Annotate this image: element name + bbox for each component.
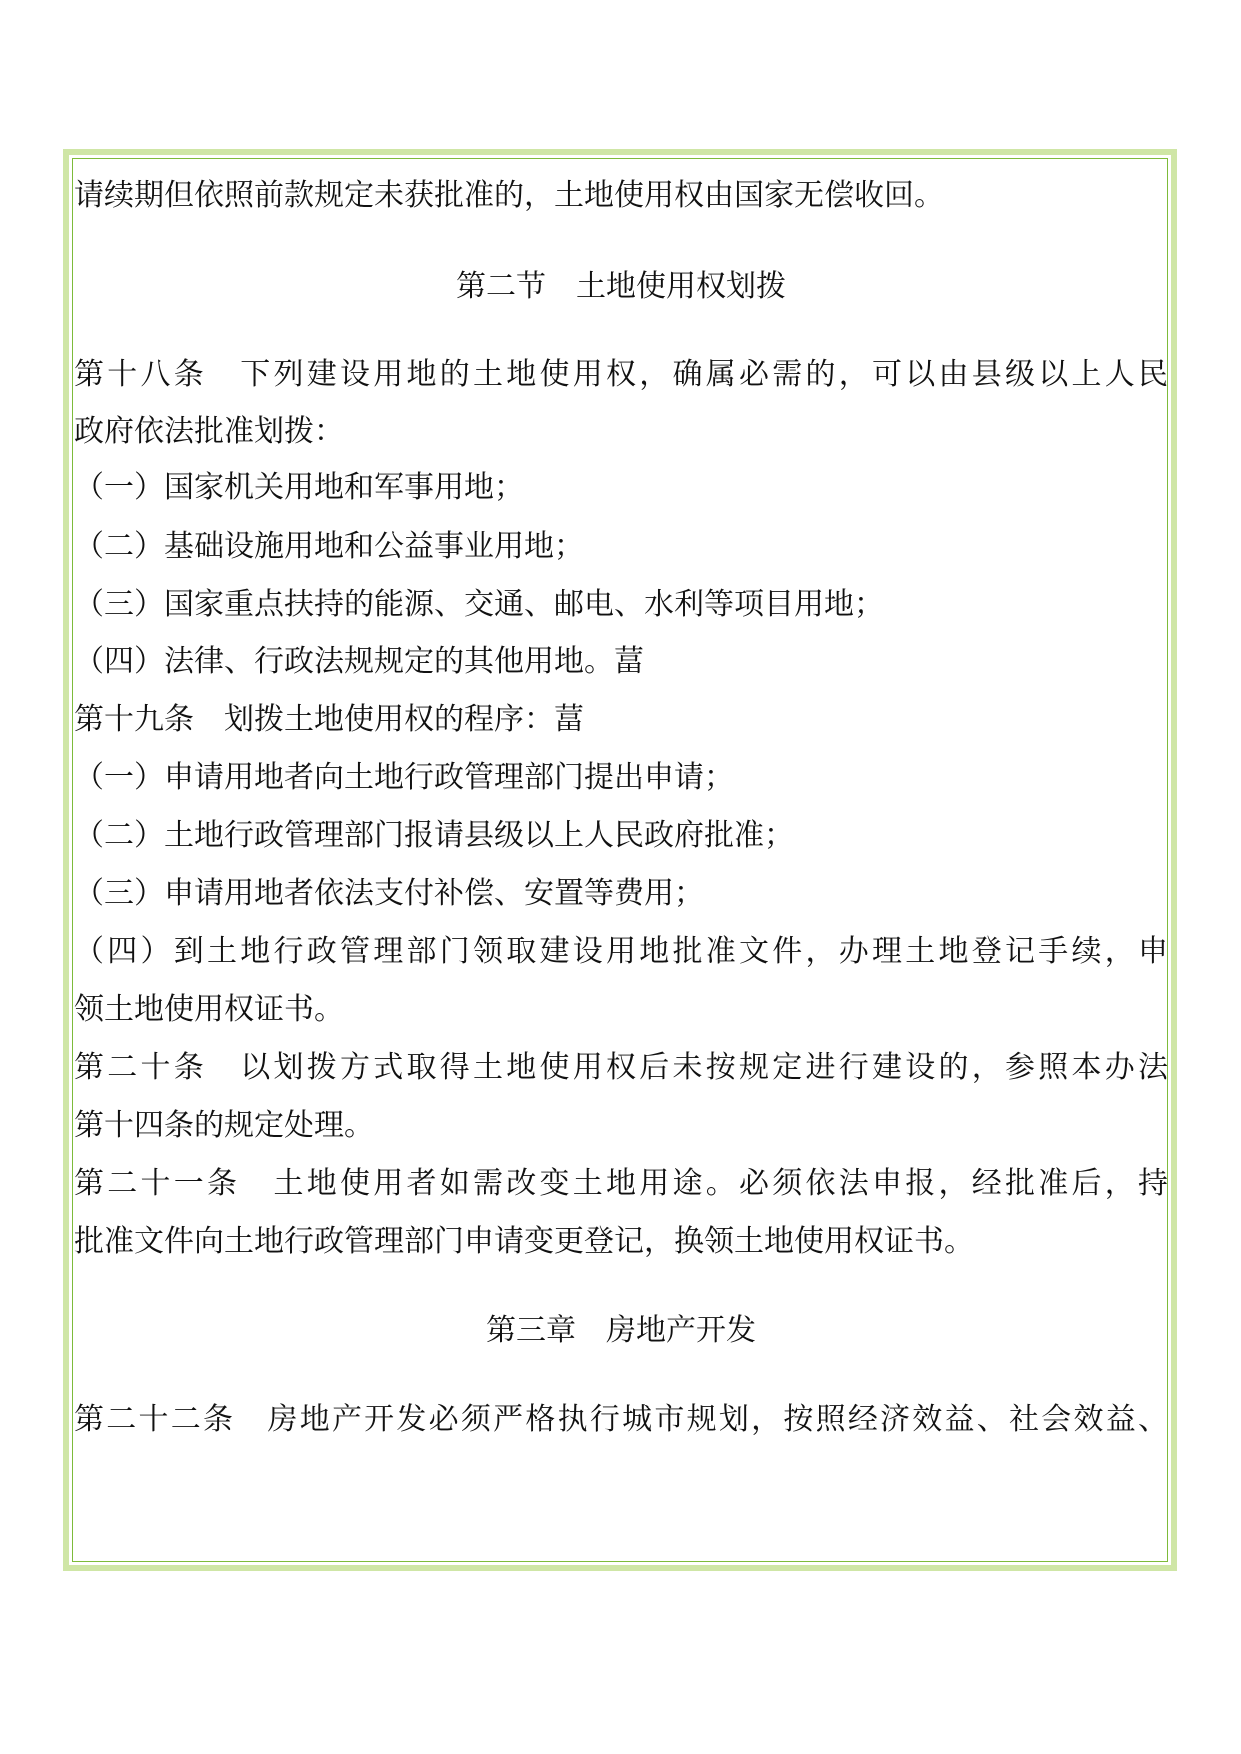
paragraph-line: 第十四条的规定处理。 (74, 1108, 374, 1143)
paragraph-line: 第二十一条 土地使用者如需改变土地用途。必须依法申报，经批准后，持 (74, 1166, 1168, 1201)
paragraph-line: 请续期但依照前款规定未获批准的，土地使用权由国家无偿收回。 (74, 178, 944, 213)
section-heading: 第二节 土地使用权划拨 (456, 269, 786, 304)
list-item: （一）申请用地者向土地行政管理部门提出申请； (74, 760, 734, 795)
list-item: （三）申请用地者依法支付补偿、安置等费用； (74, 876, 704, 911)
list-item: （二）土地行政管理部门报请县级以上人民政府批准； (74, 818, 794, 853)
list-item: （一）国家机关用地和军事用地； (74, 470, 524, 505)
list-item: （二）基础设施用地和公益事业用地； (74, 529, 584, 564)
paragraph-line: 批准文件向土地行政管理部门申请变更登记，换领土地使用权证书。 (74, 1224, 974, 1259)
paragraph-line: 第二十条 以划拨方式取得土地使用权后未按规定进行建设的，参照本办法 (74, 1050, 1168, 1085)
chapter-heading: 第三章 房地产开发 (486, 1313, 756, 1348)
paragraph-line: 第二十二条 房地产开发必须严格执行城市规划，按照经济效益、社会效益、 (74, 1402, 1168, 1437)
paragraph-line: 政府依法批准划拨： (74, 414, 344, 449)
paragraph-line: 第十八条 下列建设用地的土地使用权，确属必需的，可以由县级以上人民 (74, 357, 1168, 392)
list-item: （四）到土地行政管理部门领取建设用地批准文件，办理土地登记手续，申 (74, 934, 1168, 969)
paragraph-line: 领土地使用权证书。 (74, 992, 344, 1027)
paragraph-line: 第十九条 划拨土地使用权的程序：葍 (74, 702, 584, 737)
list-item: （四）法律、行政法规规定的其他用地。葍 (74, 644, 644, 679)
list-item: （三）国家重点扶持的能源、交通、邮电、水利等项目用地； (74, 587, 884, 622)
